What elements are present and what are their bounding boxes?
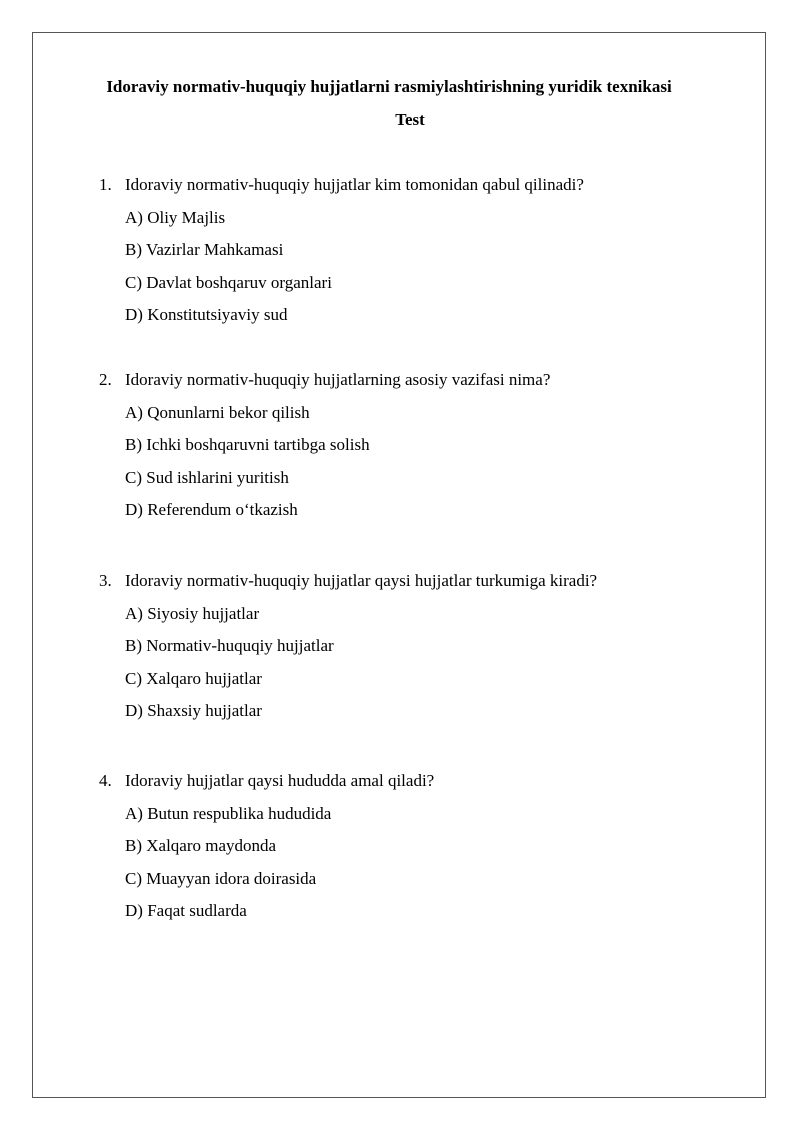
option-a: A) Oliy Majlis: [125, 207, 226, 227]
question-text: [99, 765, 739, 798]
question-text: [99, 169, 739, 202]
option-b: B) Vazirlar Mahkamasi: [125, 240, 284, 259]
question-number: 4.: [99, 771, 112, 790]
question-4: [99, 765, 739, 928]
option-c: C) Muayyan idora doirasida: [125, 868, 317, 888]
question-label: Idoraviy normativ-huquqiy hujjatlar qaysi hujjatlar turkumiga kiradi?: [125, 571, 598, 590]
option-a: A) Butun respublika hududida: [125, 803, 332, 823]
question-number: 1.: [99, 175, 112, 194]
option-c: C) Sud ishlarini yuritish: [125, 467, 289, 487]
option-d: D) Faqat sudlarda: [125, 901, 247, 920]
question-label: Idoraviy hujjatlar qaysi hududda amal qiladi?: [125, 771, 435, 790]
question-label: Idoraviy normativ-huquqiy hujjatlarning asosiy vazifasi nima?: [125, 370, 551, 389]
question-number: 2.: [99, 370, 112, 389]
option-a: A) Qonunlarni bekor qilish: [125, 402, 310, 422]
question-3: [99, 565, 739, 728]
option-c: C) Davlat boshqaruv organlari: [125, 272, 332, 292]
question-text: [99, 364, 739, 397]
option-a: A) Siyosiy hujjatlar: [125, 603, 260, 623]
option-d: D) Referendum o‘tkazish: [125, 500, 298, 519]
question-1: [99, 169, 739, 332]
option-c: C) Xalqaro hujjatlar: [125, 668, 262, 688]
question-2: [99, 364, 739, 527]
question-number: 3.: [99, 571, 112, 590]
question-label: Idoraviy normativ-huquqiy hujjatlar kim tomonidan qabul qilinadi?: [125, 175, 584, 194]
option-b: B) Ichki boshqaruvni tartibga solish: [125, 435, 370, 454]
option-b: B) Normativ-huquqiy hujjatlar: [125, 636, 334, 655]
document-subtitle: Test: [395, 110, 425, 129]
option-d: D) Shaxsiy hujjatlar: [125, 701, 262, 720]
option-b: B) Xalqaro maydonda: [125, 836, 277, 855]
option-d: D) Konstitutsiyaviy sud: [125, 305, 288, 324]
document-title: Idoraviy normativ-huquqiy hujjatlarni rasmiylashtirishning yuridik texnikasi: [106, 77, 672, 96]
question-text: [99, 565, 739, 598]
